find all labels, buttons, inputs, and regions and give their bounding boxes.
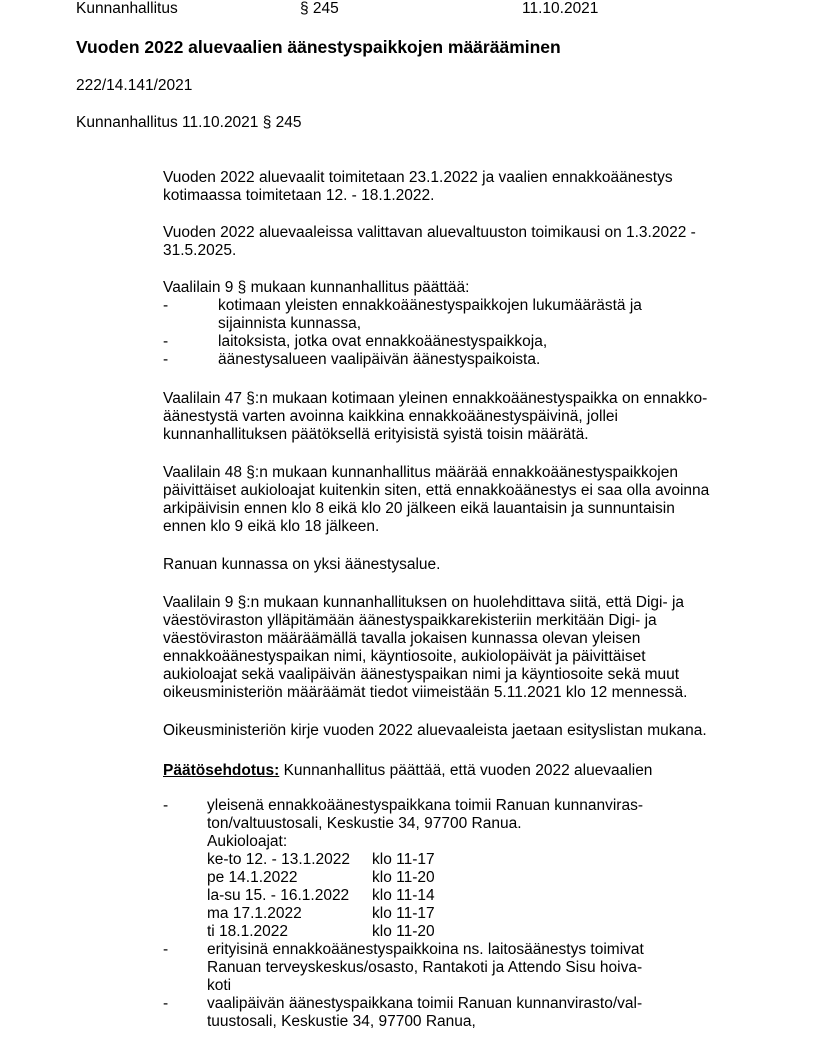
text-line: päivittäiset aukioloajat kuitenkin siten, että ennakkoäänestys ei saa olla avoinna [163,482,710,499]
paragraph-registry [163,594,687,702]
schedule-row [163,851,733,869]
bullet-dash: - [163,297,169,314]
schedule-row [163,869,733,887]
text-line: aukioloajat sekä vaalipäivän äänestyspaikan nimi ja käyntiosoite sekä muut [163,666,680,683]
paragraph-letter [163,722,707,740]
list-item [163,351,733,369]
schedule-days: la-su 15. - 16.1.2022 [207,887,350,904]
schedule-row [163,923,733,941]
text-line: Vuoden 2022 aluevaaleissa valittavan aluevaltuuston toimikausi on 1.3.2022 - [163,224,696,241]
text-line: kunnanhallituksen päätöksellä erityisistä syistä toisin määrätä. [163,426,589,443]
text-line: Ranuan terveyskeskus/osasto, Rantakoti ja Attendo Sisu hoiva- [207,959,643,976]
schedule-hours: klo 11-20 [372,923,435,940]
list-item-continuation [163,315,733,333]
text-line: ennen klo 9 eikä klo 18 jälkeen. [163,518,380,535]
text-line: ennakkoäänestyspaikan nimi, käyntiosoite, aukiolopäivät ja päivittäiset [163,648,646,665]
paragraph-law-48 [163,464,709,536]
bullet-dash: - [163,995,169,1012]
record-number: 222/14.141/2021 [76,77,193,94]
text-line: Vaalilain 9 §:n mukaan kunnanhallituksen on huolehdittava siitä, että Digi- ja [163,594,685,611]
text-line: väestöviraston määräämällä tavalla jokaisen kunnassa olevan yleisen [163,630,641,647]
opening-hours-label: Aukioloajat: [207,833,288,850]
meeting-reference: Kunnanhallitus 11.10.2021 § 245 [76,114,302,131]
text-line: äänestysalueen vaalipäivän äänestyspaikoista. [218,351,541,368]
text-line: väestöviraston ylläpitämään äänestyspaikkarekisteriin merkitään Digi- ja [163,612,657,629]
text-line: Vaalilain 9 § mukaan kunnanhallitus päättää: [163,279,470,296]
schedule-days: pe 14.1.2022 [207,869,298,886]
schedule-hours: klo 11-14 [372,887,435,904]
text-line: yleisenä ennakkoäänestyspaikkana toimii Ranuan kunnanviras- [207,797,643,814]
text-line: vaalipäivän äänestyspaikkana toimii Ranuan kunnanvirasto/val- [207,995,643,1012]
schedule-row [163,905,733,923]
text-line: Vaalilain 48 §:n mukaan kunnanhallitus määrää ennakkoäänestyspaikkojen [163,464,678,481]
header-section: § 245 [300,0,339,17]
schedule-hours: klo 11-17 [372,905,435,922]
text-line: kotimaassa toimitetaan 12. - 18.1.2022. [163,187,435,204]
paragraph-voting-area [163,556,440,574]
list-item-continuation [163,977,733,995]
text-line: kotimaan yleisten ennakkoäänestyspaikkojen lukumäärästä ja [218,297,642,314]
bullet-dash: - [163,333,169,350]
list-item [163,941,733,959]
schedule-hours: klo 11-20 [372,869,435,886]
text-line: tuustosali, Keskustie 34, 97700 Ranua, [207,1013,476,1030]
list-item [163,995,733,1013]
proposal-text: Kunnanhallitus päättää, että vuoden 2022 aluevaalien [283,762,653,779]
list-item-continuation [163,1013,733,1031]
schedule-days: ti 18.1.2022 [207,923,289,940]
paragraph-election-dates [163,169,673,205]
bullet-dash: - [163,941,169,958]
list-item-continuation [163,959,733,977]
list-item [163,297,733,315]
list-item [163,333,733,351]
paragraph-law-9 [163,279,733,369]
text-line: Vuoden 2022 aluevaalit toimitetaan 23.1.2022 ja vaalien ennakkoäänestys [163,169,673,186]
text-line: laitoksista, jotka ovat ennakkoäänestyspaikkoja, [218,333,548,350]
text-line: äänestystä varten avoinna kaikkina ennakkoäänestyspäivinä, jollei [163,408,618,425]
text-line: oikeusministeriön määräämät tiedot viimeistään 5.11.2021 klo 12 mennessä. [163,684,688,701]
text-line: erityisinä ennakkoäänestyspaikkoina ns. laitosäänestys toimivat [207,941,644,958]
list-item-continuation [163,815,733,833]
text-line: ton/valtuustosali, Keskustie 34, 97700 Ranua. [207,815,522,832]
bullet-dash: - [163,351,169,368]
paragraph-law-47 [163,390,707,444]
schedule-hours: klo 11-17 [372,851,435,868]
schedule-row [163,887,733,905]
text-line: koti [207,977,232,994]
text-line: Vaalilain 47 §:n mukaan kotimaan yleinen ennakkoäänestyspaikka on ennakko- [163,390,708,407]
proposal-label: Päätösehdotus: [163,762,280,779]
text-line: Oikeusministeriön kirje vuoden 2022 aluevaaleista jaetaan esityslistan mukana. [163,722,707,739]
text-line: Ranuan kunnassa on yksi äänestysalue. [163,556,441,573]
text-line: arkipäivisin ennen klo 8 eikä klo 20 jälkeen eikä lauantaisin ja sunnuntaisin [163,500,675,517]
list-item-continuation [163,833,733,851]
decision-proposal-intro [163,762,652,780]
list-item [163,797,733,815]
schedule-days: ke-to 12. - 13.1.2022 [207,851,351,868]
text-line: 31.5.2025. [163,242,237,259]
header-date: 11.10.2021 [522,0,599,17]
decision-proposal-list [163,797,733,1031]
paragraph-term [163,224,696,260]
schedule-days: ma 17.1.2022 [207,905,302,922]
bullet-dash: - [163,797,169,814]
document-title: Vuoden 2022 aluevaalien äänestyspaikkojen määrääminen [76,37,561,57]
text-line: sijainnista kunnassa, [218,315,362,332]
header-body: Kunnanhallitus [76,0,178,17]
